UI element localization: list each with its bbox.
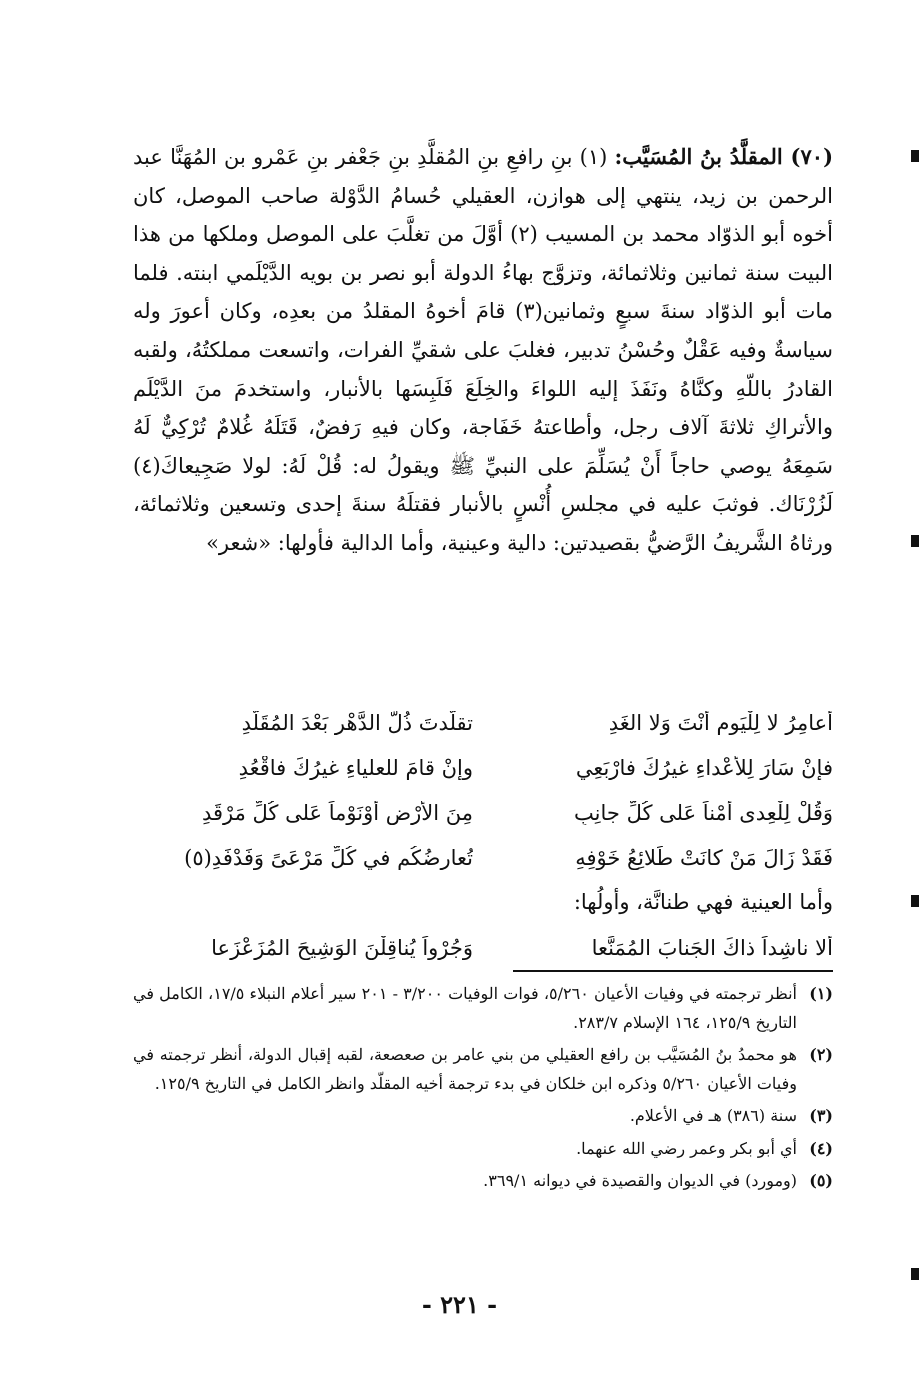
footnote xyxy=(133,980,833,1037)
poetry-section xyxy=(133,700,833,970)
entry-paragraph xyxy=(133,138,833,563)
biography-entry xyxy=(133,138,833,563)
verse-first-hemistich: أعامِرُ لا لِلْيَومِ أَنْتَ وَلا الغَدِ xyxy=(608,710,833,735)
verse-line xyxy=(133,745,833,790)
footnote-text: سنة (٣٨٦) هـ في الأعلام. xyxy=(629,1106,797,1125)
verse-first-hemistich: فإنْ سَارَ لِلأعْداءِ غيرُكَ فارْبَعِي xyxy=(575,755,833,780)
verse-first-hemistich: فَقَدْ زَالَ مَنْ كانَتْ طَلائِعُ خَوْفِهِ xyxy=(575,845,833,870)
verse-line xyxy=(133,925,833,970)
verse-line xyxy=(133,790,833,835)
edge-mark xyxy=(911,150,919,162)
footnote-number: (١) xyxy=(809,984,833,1003)
footnote-number: (٢) xyxy=(809,1045,833,1064)
verse-second-hemistich: تقلَّدتَ ذُلَّ الدَّهْرِ بَعْدَ المُقَلَّدِ xyxy=(241,710,473,735)
verse-second-hemistich: وَجُرْواً يُناقِلْنَ الوَشِيحَ المُزَعْزَعا xyxy=(211,935,473,960)
footnote-number: (٤) xyxy=(809,1138,833,1158)
edge-mark xyxy=(911,1268,919,1280)
verse-second-hemistich: وإنْ قامَ للعلياءِ غيرُكَ فاقْعُدِ xyxy=(238,755,473,780)
verse-line xyxy=(133,700,833,745)
footnote-text: أنظر ترجمته في وفيات الأعيان ٥/٢٦٠، فوات الوفيات ٣/٢٠٠ - ٢٠١ سير أعلام النبلاء ١٧/٥، الكامل في التاريخ ١٢٥/٩، ١٦٤ الإسلام ٢٨٣/٧. xyxy=(133,984,798,1032)
entry-body: (١) بنِ رافعِ بنِ المُقلَّدِ بنِ جَعْفر بنِ عَمْرو بن المُهَنَّا عبد الرحمن بن زيد، ينتهي إلى هوازن، العقيلي حُسامُ الدَّوْلة صاحب الموصل، كان أخوه أبو الذوّاد محمد بن المسيب (٢) أوَّلَ من تغلَّبَ على الموصل وملكها من هذا البيت سنة ثمانين وثلاثمائة، وتزوَّج بهاءُ الدولة أبو نصر بن بويه الدَّيْلَمي ابنته. فلما مات أبو الذوّاد سنةَ سبعٍ وثمانين(٣) قامَ أخوهُ المقلدُ من بعدِه، وكان أعورَ وله سياسةٌ وفيه عَقْلٌ وحُسْنُ تدبير، فغلبَ على شقيِّ الفرات، واتسعت مملكتُهُ، ولقبه القادرُ باللّهِ وكنَّاهُ ونَفَذَ إليه اللواءَ والخِلَعَ فَلَبِسَها بالأنبار، واستخدمَ منَ الدَّيْلَم والأتراكِ ثلاثةَ آلاف رجل، وأطاعتهُ خَفَاجة، وكان فيهِ رَفضٌ، قَتَلَهُ غُلامٌ تُرْكِيٌّ لَهُ سَمِعَهُ يوصي حاجاً أَنْ يُسَلِّمَ على النبيِّ ﷺ ويقولُ له: قُلْ لَهُ: لولا صَجِيعاكَ(٤) لَزُرْنَاك. فوثبَ عليه في مجلسِ أُنْسٍ بالأنبار فقتلَهُ سنةَ إحدى وتسعين وثلاثمائة، ورثاهُ الشَّريفُ الرَّضيُّ بقصيدتين: دالية وعينية، وأما الدالية فأولها: «شعر» xyxy=(133,145,833,555)
verse-first-hemistich: أَلا ناشِداً ذاكَ الجَنابَ المُمَنَّعا xyxy=(591,935,833,960)
verse-line xyxy=(133,835,833,880)
footnote xyxy=(133,1041,833,1098)
second-poem-intro: وأما العينية فهي طنانَّة، وأولُها: xyxy=(573,890,833,914)
footnote-text: هو محمدُ بنُ المُسَيَّب بن رافع العقيلي من بني عامر بن صعصعة، لقبه إقبال الدولة، أنظر ترجمته في وفيات الأعيان ٥/٢٦٠ وذكره ابن خلكان في بدء ترجمة أخيه المقلّد وانظر الكامل في التاريخ ١٢٥/٩. xyxy=(133,1045,797,1093)
verse-first-hemistich: وَقُلْ لِلْعِدى أَمْناً عَلى كُلِّ جانِبٍ xyxy=(574,800,833,825)
footnote xyxy=(133,1102,833,1131)
page-number: - ٢٢١ - xyxy=(421,1290,498,1319)
footnote-text: (ومورد) في الديوان والقصيدة في ديوانه ٣٦٩/١. xyxy=(483,1171,797,1190)
footnote xyxy=(133,1167,833,1196)
verse-second-hemistich: مِنَ الأرْضِ أوْنَوْماً عَلى كُلِّ مَرْقَدِ xyxy=(201,800,473,825)
edge-mark xyxy=(911,535,919,547)
footnote-separator xyxy=(513,970,833,972)
edge-mark xyxy=(911,895,919,907)
footnote-number: (٣) xyxy=(809,1106,833,1125)
footnotes xyxy=(133,980,833,1200)
footnote-text: أي أبو بكر وعمر رضي الله عنهما. xyxy=(576,1138,797,1158)
footnote xyxy=(133,1135,833,1164)
entry-title: (٧٠) المقلَّدُ بنُ المُسَيَّب: xyxy=(614,144,833,169)
verse-second-hemistich: تُعارِضُكُم في كُلِّ مَرْعَىً وَفَدْفَدِ(٥) xyxy=(184,845,473,870)
footnote-number: (٥) xyxy=(809,1171,833,1190)
